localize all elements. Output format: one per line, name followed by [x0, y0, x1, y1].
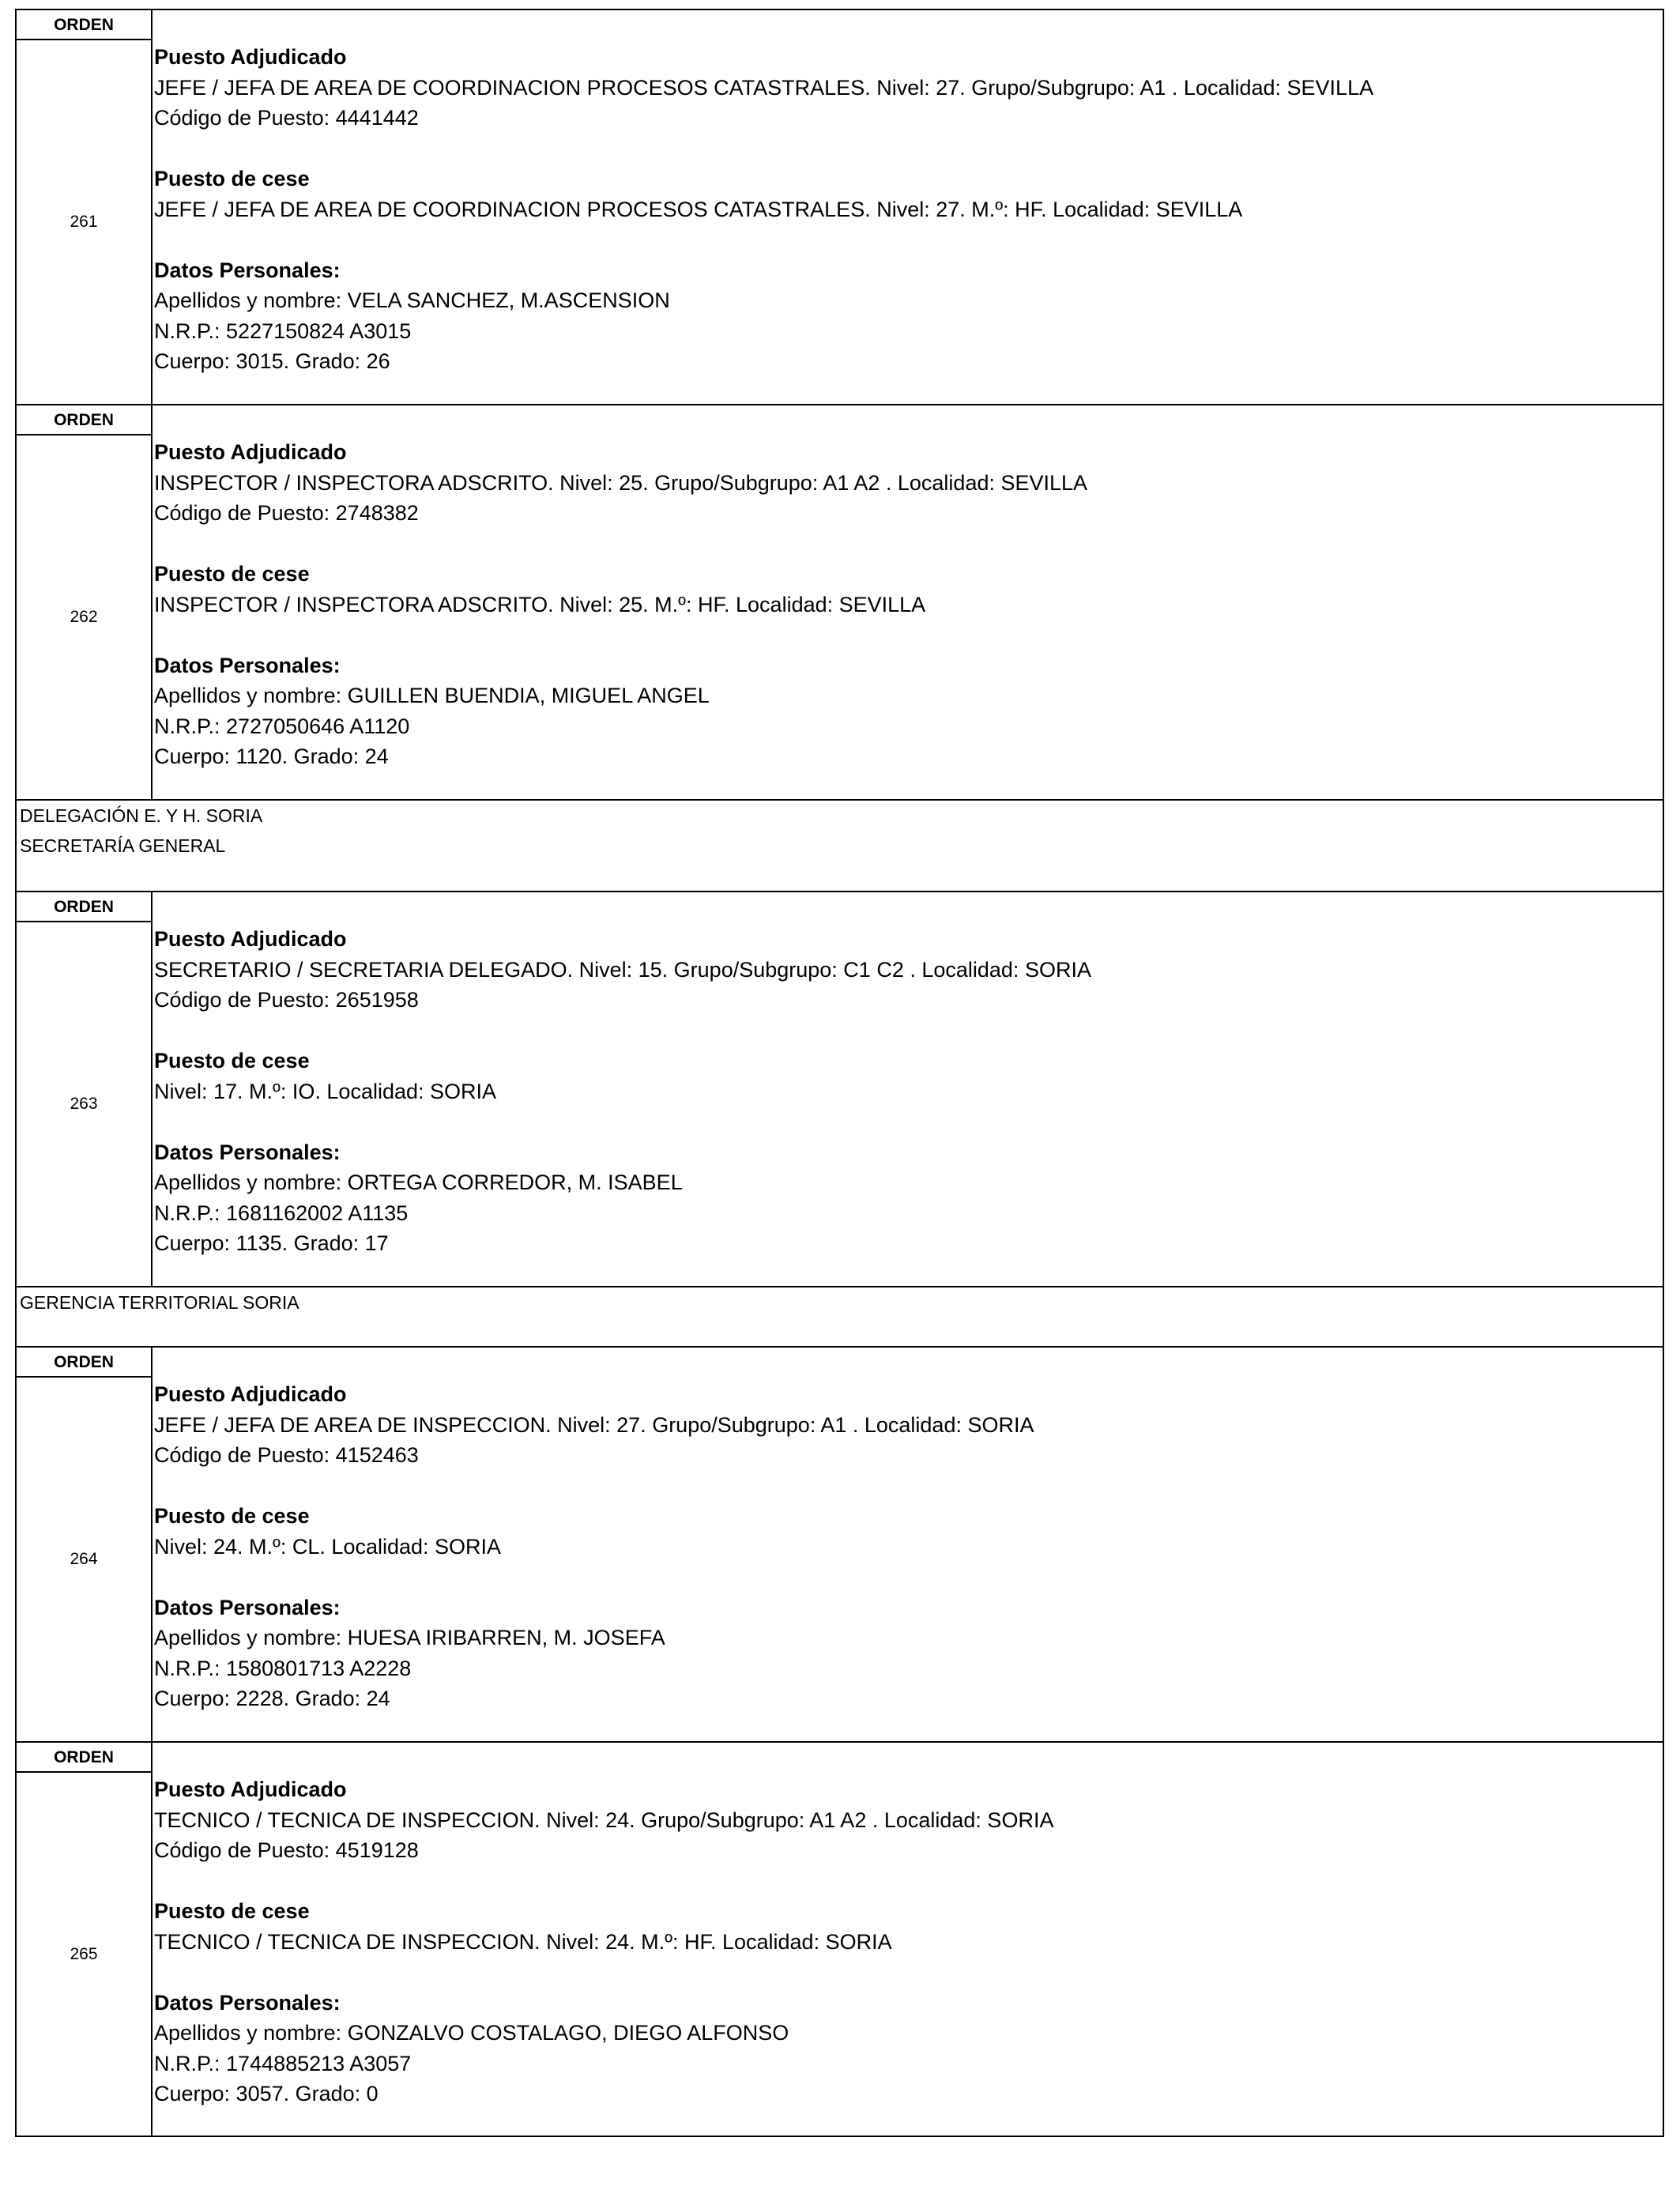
puesto-cese-heading: Puesto de cese [154, 1049, 310, 1072]
cuerpo-grado: Cuerpo: 3015. Grado: 26 [154, 349, 390, 373]
puesto-adjudicado-heading: Puesto Adjudicado [154, 45, 347, 69]
orden-header: ORDEN [17, 892, 151, 922]
orden-column [17, 1348, 153, 1741]
orden-column [17, 10, 153, 404]
section-subtitle: SECRETARÍA GENERAL [20, 835, 226, 856]
cuerpo-grado: Cuerpo: 3057. Grado: 0 [154, 2082, 379, 2105]
nrp: N.R.P.: 1580801713 A2228 [154, 1656, 412, 1680]
document-page [15, 9, 1664, 2137]
orden-number: 262 [70, 608, 98, 626]
orden-column [17, 1743, 153, 2136]
orden-number: 265 [70, 1944, 98, 1963]
puesto-cese-heading: Puesto de cese [154, 562, 310, 586]
section-delegacion-soria [15, 799, 1664, 891]
entry-263 [15, 891, 1664, 1286]
apellidos-nombre: Apellidos y nombre: ORTEGA CORREDOR, M. ISABEL [154, 1171, 683, 1194]
cuerpo-grado: Cuerpo: 2228. Grado: 24 [154, 1687, 390, 1710]
section-gerencia-soria [15, 1286, 1664, 1346]
puesto-adjudicado-line: JEFE / JEFA DE AREA DE COORDINACION PROCESOS CATASTRALES. Nivel: 27. Grupo/Subgrupo: A1 . Localidad: SEVILLA [154, 75, 1374, 100]
entry-264 [15, 1346, 1664, 1741]
entry-content [154, 924, 1658, 1259]
orden-column [17, 892, 153, 1286]
puesto-cese-line: Nivel: 24. M.º: CL. Localidad: SORIA [154, 1534, 502, 1559]
puesto-cese-heading: Puesto de cese [154, 167, 310, 190]
entry-265 [15, 1741, 1664, 2137]
orden-header: ORDEN [17, 10, 151, 40]
entry-content [154, 437, 1658, 772]
codigo-puesto: Código de Puesto: 2748382 [154, 501, 419, 525]
orden-column [17, 405, 153, 799]
entry-261 [15, 9, 1664, 404]
puesto-cese-line: Nivel: 17. M.º: IO. Localidad: SORIA [154, 1079, 497, 1103]
puesto-cese-line: TECNICO / TECNICA DE INSPECCION. Nivel: 24. M.º: HF. Localidad: SORIA [154, 1929, 892, 1954]
puesto-adjudicado-heading: Puesto Adjudicado [154, 1382, 347, 1406]
datos-personales-heading: Datos Personales: [154, 1595, 341, 1619]
entry-content [154, 1379, 1658, 1714]
datos-personales-heading: Datos Personales: [154, 258, 341, 282]
puesto-cese-heading: Puesto de cese [154, 1899, 310, 1923]
puesto-cese-heading: Puesto de cese [154, 1504, 310, 1528]
puesto-adjudicado-heading: Puesto Adjudicado [154, 927, 347, 951]
codigo-puesto: Código de Puesto: 4152463 [154, 1443, 419, 1467]
puesto-adjudicado-heading: Puesto Adjudicado [154, 1777, 347, 1801]
apellidos-nombre: Apellidos y nombre: GUILLEN BUENDIA, MIGUEL ANGEL [154, 684, 710, 707]
apellidos-nombre: Apellidos y nombre: HUESA IRIBARREN, M. JOSEFA [154, 1626, 665, 1649]
entry-content [154, 1774, 1658, 2109]
orden-number: 264 [70, 1550, 98, 1568]
cuerpo-grado: Cuerpo: 1120. Grado: 24 [154, 745, 389, 768]
codigo-puesto: Código de Puesto: 4441442 [154, 106, 419, 130]
puesto-cese-line: JEFE / JEFA DE AREA DE COORDINACION PROCESOS CATASTRALES. Nivel: 27. M.º: HF. Localidad: SEVILLA [154, 197, 1243, 221]
section-title: DELEGACIÓN E. Y H. SORIA [20, 805, 263, 826]
datos-personales-heading: Datos Personales: [154, 1990, 341, 2015]
nrp: N.R.P.: 2727050646 A1120 [154, 714, 410, 738]
puesto-adjudicado-line: TECNICO / TECNICA DE INSPECCION. Nivel: 24. Grupo/Subgrupo: A1 A2 . Localidad: SORIA [154, 1808, 1054, 1832]
orden-header: ORDEN [17, 1348, 151, 1378]
nrp: N.R.P.: 1744885213 A3057 [154, 2051, 412, 2075]
codigo-puesto: Código de Puesto: 2651958 [154, 988, 419, 1012]
datos-personales-heading: Datos Personales: [154, 1140, 341, 1164]
nrp: N.R.P.: 5227150824 A3015 [154, 319, 412, 343]
orden-number: 261 [70, 213, 98, 231]
apellidos-nombre: Apellidos y nombre: GONZALVO COSTALAGO, DIEGO ALFONSO [154, 2021, 789, 2045]
puesto-adjudicado-line: INSPECTOR / INSPECTORA ADSCRITO. Nivel: 25. Grupo/Subgrupo: A1 A2 . Localidad: SEVILLA [154, 470, 1088, 495]
entry-262 [15, 404, 1664, 799]
datos-personales-heading: Datos Personales: [154, 653, 341, 677]
puesto-adjudicado-line: SECRETARIO / SECRETARIA DELEGADO. Nivel: 15. Grupo/Subgrupo: C1 C2 . Localidad: SORIA [154, 957, 1091, 982]
orden-number: 263 [70, 1095, 98, 1113]
cuerpo-grado: Cuerpo: 1135. Grado: 17 [154, 1231, 389, 1255]
apellidos-nombre: Apellidos y nombre: VELA SANCHEZ, M.ASCENSION [154, 288, 670, 312]
puesto-adjudicado-heading: Puesto Adjudicado [154, 440, 347, 464]
entry-content [154, 42, 1658, 377]
orden-header: ORDEN [17, 405, 151, 435]
section-title: GERENCIA TERRITORIAL SORIA [20, 1292, 299, 1313]
codigo-puesto: Código de Puesto: 4519128 [154, 1838, 419, 1862]
puesto-adjudicado-line: JEFE / JEFA DE AREA DE INSPECCION. Nivel: 27. Grupo/Subgrupo: A1 . Localidad: SORIA [154, 1412, 1034, 1437]
puesto-cese-line: INSPECTOR / INSPECTORA ADSCRITO. Nivel: 25. M.º: HF. Localidad: SEVILLA [154, 592, 926, 616]
orden-header: ORDEN [17, 1743, 151, 1773]
nrp: N.R.P.: 1681162002 A1135 [154, 1201, 409, 1225]
